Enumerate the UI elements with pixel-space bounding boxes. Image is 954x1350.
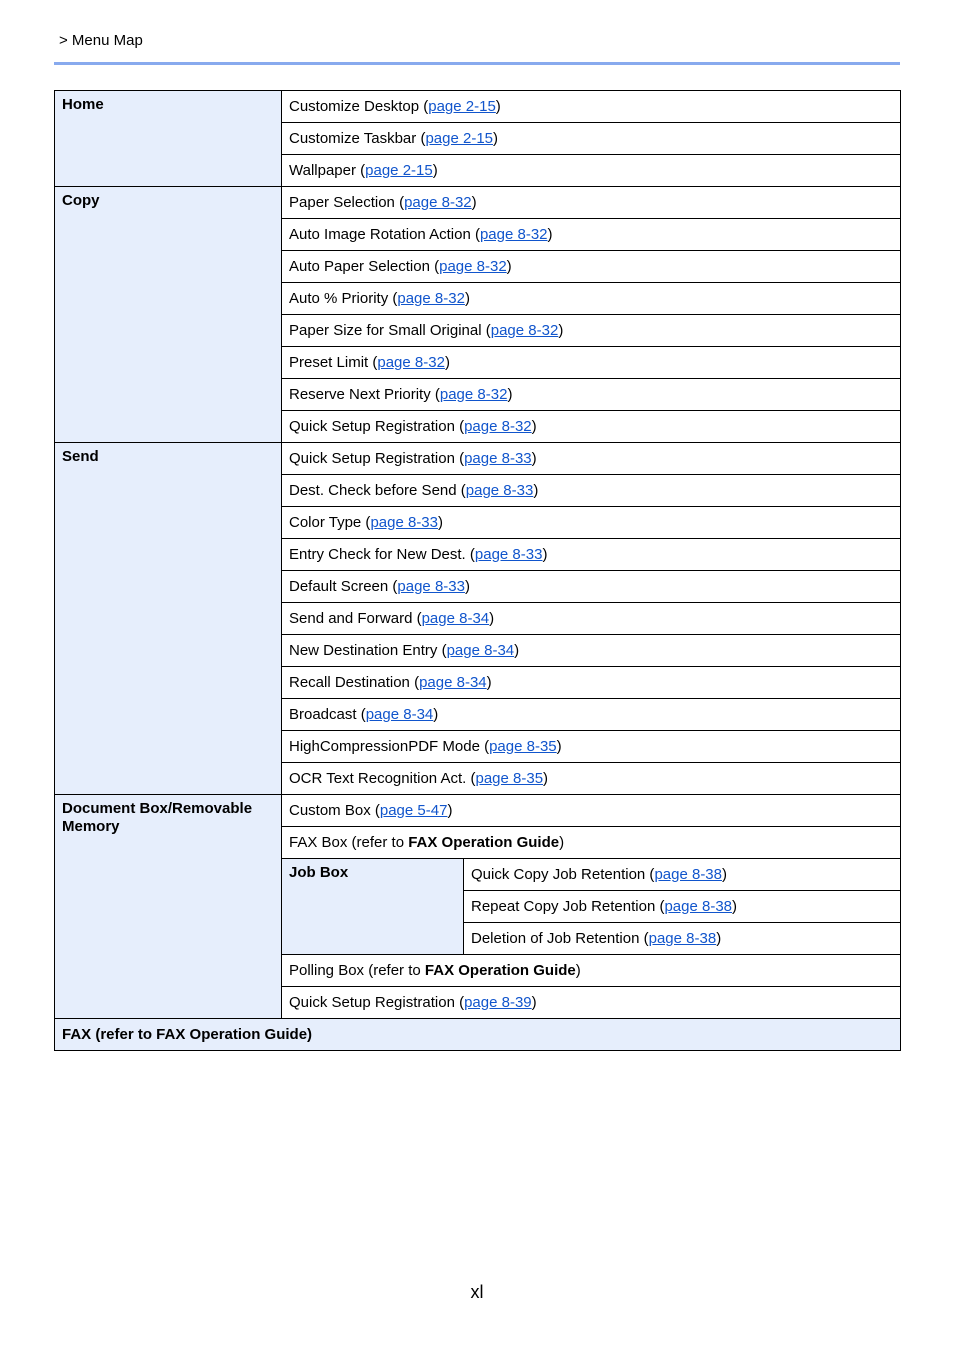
item-label: FAX Box (refer to	[289, 833, 409, 851]
guide-reference: FAX Operation Guide	[408, 833, 560, 851]
item-label: Deletion of Job Retention	[471, 929, 640, 947]
item-label: Auto Image Rotation Action	[289, 225, 471, 243]
item-label: HighCompressionPDF Mode	[289, 737, 480, 755]
table-row	[55, 443, 901, 475]
section-home: Home	[55, 91, 282, 187]
menu-item: Customize Desktop (page 2-15)	[282, 91, 901, 123]
page-link[interactable]: page 8-32	[439, 385, 508, 403]
menu-item: Quick Setup Registration (page 8-33)	[282, 443, 901, 475]
page-link[interactable]: page 5-47	[379, 801, 448, 819]
menu-item: Paper Selection (page 8-32)	[282, 187, 901, 219]
item-label: Auto % Priority	[289, 289, 389, 307]
page-link[interactable]: page 8-32	[479, 225, 548, 243]
menu-item: Polling Box (refer to FAX Operation Guide)	[282, 955, 901, 987]
item-label: Send and Forward	[289, 609, 413, 627]
page-link[interactable]: page 2-15	[428, 97, 496, 115]
item-label: Customize Desktop	[289, 97, 420, 115]
item-label: Customize Taskbar	[289, 129, 417, 147]
page-link[interactable]: page 8-35	[475, 769, 544, 787]
item-label: Polling Box (refer to	[289, 961, 425, 979]
item-label: Reserve Next Priority	[289, 385, 431, 403]
menu-item: Custom Box (page 5-47)	[282, 795, 901, 827]
page-number: xl	[470, 1282, 484, 1302]
item-label: Default Screen	[289, 577, 389, 595]
item-label: New Destination Entry	[289, 641, 438, 659]
menu-map-table	[54, 90, 901, 1051]
page-link[interactable]: page 8-32	[439, 257, 507, 275]
menu-item: Auto % Priority (page 8-32)	[282, 283, 901, 315]
menu-item: Default Screen (page 8-33)	[282, 571, 901, 603]
page-link[interactable]: page 8-38	[648, 929, 717, 947]
page-link[interactable]: page 8-32	[490, 321, 559, 339]
page-link[interactable]: page 8-34	[421, 609, 490, 627]
page-link[interactable]: page 8-38	[654, 865, 722, 883]
page-link[interactable]: page 8-33	[474, 545, 543, 563]
section-document-box: Document Box/Removable Memory	[55, 795, 282, 1019]
menu-item: FAX Box (refer to FAX Operation Guide)	[282, 827, 901, 859]
page-link[interactable]: page 8-34	[365, 705, 434, 723]
menu-item: Customize Taskbar (page 2-15)	[282, 123, 901, 155]
item-label: Quick Setup Registration	[289, 449, 455, 467]
menu-item: Entry Check for New Dest. (page 8-33)	[282, 539, 901, 571]
page-link[interactable]: page 8-32	[464, 417, 532, 435]
page-link[interactable]: page 8-34	[446, 641, 515, 659]
section-copy: Copy	[55, 187, 282, 443]
item-label: Quick Copy Job Retention	[471, 865, 646, 883]
section-send: Send	[55, 443, 282, 795]
item-label: Paper Selection	[289, 193, 395, 211]
menu-item: Recall Destination (page 8-34)	[282, 667, 901, 699]
page-link[interactable]: page 8-34	[419, 673, 487, 691]
header-divider	[54, 62, 900, 65]
page-link[interactable]: page 2-15	[425, 129, 494, 147]
breadcrumb: > Menu Map	[59, 32, 143, 49]
menu-item: Paper Size for Small Original (page 8-32)	[282, 315, 901, 347]
menu-item: Reserve Next Priority (page 8-32)	[282, 379, 901, 411]
menu-item: Repeat Copy Job Retention (page 8-38)	[464, 891, 901, 923]
page-link[interactable]: page 8-32	[404, 193, 472, 211]
item-label: OCR Text Recognition Act.	[289, 769, 467, 787]
page-link[interactable]: page 8-32	[397, 289, 465, 307]
page-link[interactable]: page 8-32	[377, 353, 445, 371]
item-label: Paper Size for Small Original	[289, 321, 482, 339]
item-label: Wallpaper	[289, 161, 356, 179]
table-row	[55, 91, 901, 123]
menu-item: Wallpaper (page 2-15)	[282, 155, 901, 187]
item-label: Preset Limit	[289, 353, 369, 371]
item-label: Entry Check for New Dest.	[289, 545, 466, 563]
page-link[interactable]: page 8-38	[664, 897, 733, 915]
page-link[interactable]: page 8-33	[397, 577, 465, 595]
item-label: Repeat Copy Job Retention	[471, 897, 656, 915]
page-link[interactable]: page 8-35	[489, 737, 557, 755]
menu-item: Quick Copy Job Retention (page 8-38)	[464, 859, 901, 891]
section-fax: FAX (refer to FAX Operation Guide)	[55, 1019, 901, 1051]
item-label: Color Type	[289, 513, 362, 531]
item-label: Quick Setup Registration	[289, 417, 455, 435]
page-link[interactable]: page 2-15	[365, 161, 433, 179]
item-label: Custom Box	[289, 801, 371, 819]
item-label: Broadcast	[289, 705, 357, 723]
menu-item: Preset Limit (page 8-32)	[282, 347, 901, 379]
page-link[interactable]: page 8-33	[370, 513, 438, 531]
table-row	[55, 1019, 901, 1051]
menu-item: Send and Forward (page 8-34)	[282, 603, 901, 635]
table-row	[55, 187, 901, 219]
menu-item: Quick Setup Registration (page 8-39)	[282, 987, 901, 1019]
menu-item: Broadcast (page 8-34)	[282, 699, 901, 731]
page-link[interactable]: page 8-33	[465, 481, 534, 499]
page-link[interactable]: page 8-39	[464, 993, 532, 1011]
menu-item: HighCompressionPDF Mode (page 8-35)	[282, 731, 901, 763]
subsection-job-box: Job Box	[282, 859, 464, 955]
menu-item: New Destination Entry (page 8-34)	[282, 635, 901, 667]
menu-item: Quick Setup Registration (page 8-32)	[282, 411, 901, 443]
item-label: Auto Paper Selection	[289, 257, 430, 275]
guide-reference: FAX Operation Guide	[424, 961, 576, 979]
menu-item: Dest. Check before Send (page 8-33)	[282, 475, 901, 507]
menu-item: OCR Text Recognition Act. (page 8-35)	[282, 763, 901, 795]
item-label: Dest. Check before Send	[289, 481, 457, 499]
menu-item: Auto Paper Selection (page 8-32)	[282, 251, 901, 283]
item-label: Recall Destination	[289, 673, 410, 691]
table-row	[55, 795, 901, 827]
page-link[interactable]: page 8-33	[464, 449, 532, 467]
menu-item: Auto Image Rotation Action (page 8-32)	[282, 219, 901, 251]
item-label: Quick Setup Registration	[289, 993, 455, 1011]
menu-item: Color Type (page 8-33)	[282, 507, 901, 539]
menu-item: Deletion of Job Retention (page 8-38)	[464, 923, 901, 955]
